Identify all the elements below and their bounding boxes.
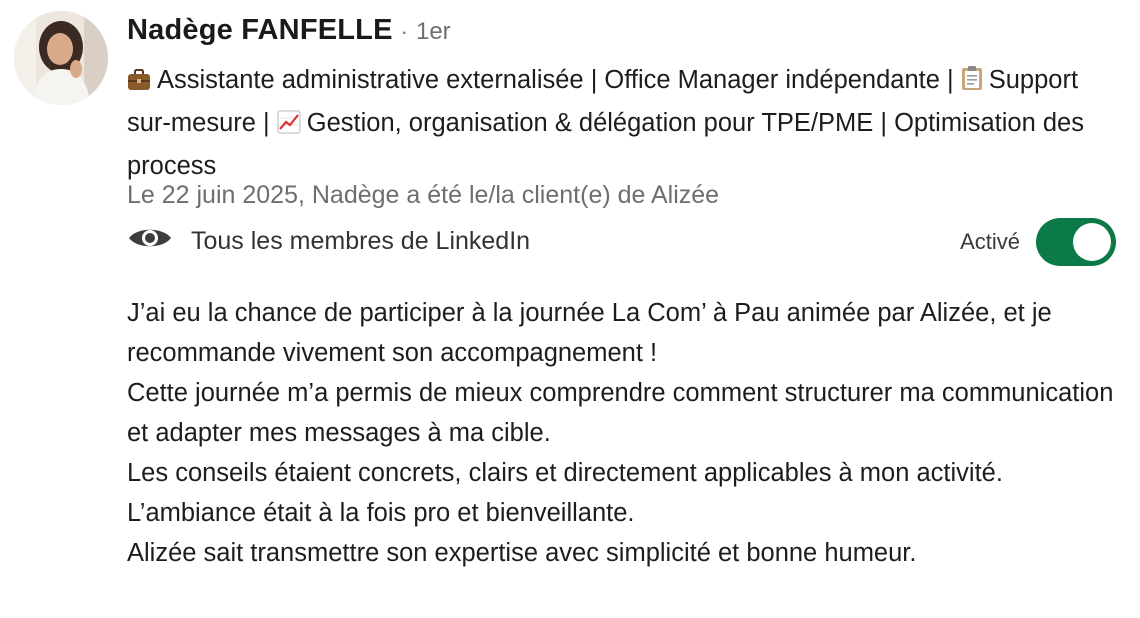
visibility-toggle[interactable] <box>1036 218 1116 266</box>
profile-header <box>127 14 1120 186</box>
relationship-text: Le 22 juin 2025, Nadège a été le/la client(e) de Alizée <box>127 181 720 209</box>
recommendation-line: L’ambiance était à la fois pro et bienveillante. <box>127 499 635 527</box>
profile-headline <box>127 60 1117 186</box>
headline-part-1: Assistante administrative externalisée | Office Manager indépendante | <box>157 66 954 94</box>
toggle-knob <box>1073 223 1111 261</box>
avatar[interactable] <box>14 11 108 105</box>
separator-dot: · <box>400 19 408 44</box>
toggle-label: Activé <box>960 229 1020 254</box>
headline-part-2: Support sur-mesure | <box>127 66 1079 137</box>
profile-name[interactable]: Nadège FANFELLE <box>127 14 393 46</box>
connection-degree: 1er <box>415 18 451 45</box>
recommendation-line: J’ai eu la chance de participer à la journée La Com’ à Pau animée par Alizée, et je recommande vivement son accompagnement ! <box>127 299 1052 367</box>
clipboard-icon <box>961 63 983 103</box>
headline-part-3: Gestion, organisation & délégation pour TPE/PME | Optimisation des process <box>127 109 1084 180</box>
visibility-toggle-group <box>960 218 1116 266</box>
recommendation-text <box>127 293 1117 573</box>
chart-increasing-icon <box>277 106 301 146</box>
recommendation-line: Les conseils étaient concrets, clairs et directement applicables à mon activité. <box>127 459 1003 487</box>
visibility-label: Tous les membres de LinkedIn <box>191 227 531 255</box>
recommendation-line: Alizée sait transmettre son expertise avec simplicité et bonne humeur. <box>127 539 917 567</box>
visibility-setting <box>127 224 530 259</box>
recommendation-line: Cette journée m’a permis de mieux comprendre comment structurer ma communication et adapter mes messages à ma cible. <box>127 379 1114 447</box>
briefcase-icon <box>127 63 151 103</box>
eye-icon <box>127 224 173 259</box>
name-row <box>127 14 1120 58</box>
